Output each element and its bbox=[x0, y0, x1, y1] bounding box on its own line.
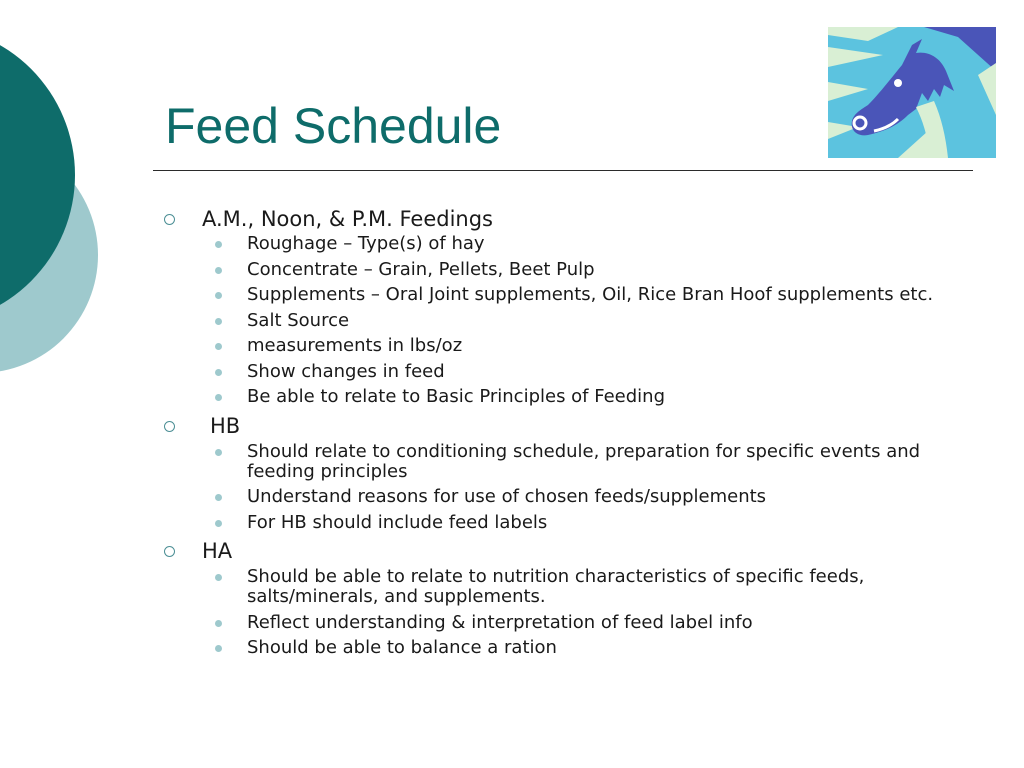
hollow-bullet-icon bbox=[164, 421, 175, 432]
horse-head-icon bbox=[828, 27, 996, 158]
list-item: Should be able to balance a ration bbox=[160, 638, 960, 658]
section-heading-text: HB bbox=[210, 413, 241, 438]
slide-title: Feed Schedule bbox=[165, 98, 502, 154]
title-divider bbox=[153, 170, 973, 171]
decorative-circles bbox=[0, 0, 110, 420]
list-item: measurements in lbs/oz bbox=[160, 336, 960, 356]
slide-body bbox=[160, 206, 960, 664]
hollow-bullet-icon bbox=[164, 214, 175, 225]
dot-bullet-icon bbox=[215, 520, 222, 527]
list-item: Show changes in feed bbox=[160, 362, 960, 382]
list-item: Should relate to conditioning schedule, preparation for specific events and feeding principles bbox=[160, 442, 960, 482]
list-item: Supplements – Oral Joint supplements, Oil, Rice Bran Hoof supplements etc. bbox=[160, 285, 960, 305]
dot-bullet-icon bbox=[215, 394, 222, 401]
list-item: Reflect understanding & interpretation of feed label info bbox=[160, 613, 960, 633]
list-item: For HB should include feed labels bbox=[160, 513, 960, 533]
dot-bullet-icon bbox=[215, 369, 222, 376]
dot-bullet-icon bbox=[215, 574, 222, 581]
dot-bullet-icon bbox=[215, 292, 222, 299]
dot-bullet-icon bbox=[215, 343, 222, 350]
dot-bullet-icon bbox=[215, 620, 222, 627]
section-heading bbox=[160, 538, 960, 564]
list-item: Understand reasons for use of chosen feeds/supplements bbox=[160, 487, 960, 507]
dot-bullet-icon bbox=[215, 241, 222, 248]
list-item: Concentrate – Grain, Pellets, Beet Pulp bbox=[160, 260, 960, 280]
dot-bullet-icon bbox=[215, 267, 222, 274]
section-heading bbox=[160, 413, 960, 439]
dot-bullet-icon bbox=[215, 645, 222, 652]
section-heading-text: HA bbox=[202, 539, 233, 563]
list-item: Be able to relate to Basic Principles of Feeding bbox=[160, 387, 960, 407]
list-item: Salt Source bbox=[160, 311, 960, 331]
section-heading bbox=[160, 206, 960, 232]
hollow-bullet-icon bbox=[164, 546, 175, 557]
dot-bullet-icon bbox=[215, 318, 222, 325]
dot-bullet-icon bbox=[215, 494, 222, 501]
list-item: Roughage – Type(s) of hay bbox=[160, 234, 960, 254]
section-heading-text: A.M., Noon, & P.M. Feedings bbox=[202, 207, 493, 231]
list-item: Should be able to relate to nutrition characteristics of specific feeds, salts/minerals, and supplements. bbox=[160, 567, 960, 607]
dot-bullet-icon bbox=[215, 449, 222, 456]
